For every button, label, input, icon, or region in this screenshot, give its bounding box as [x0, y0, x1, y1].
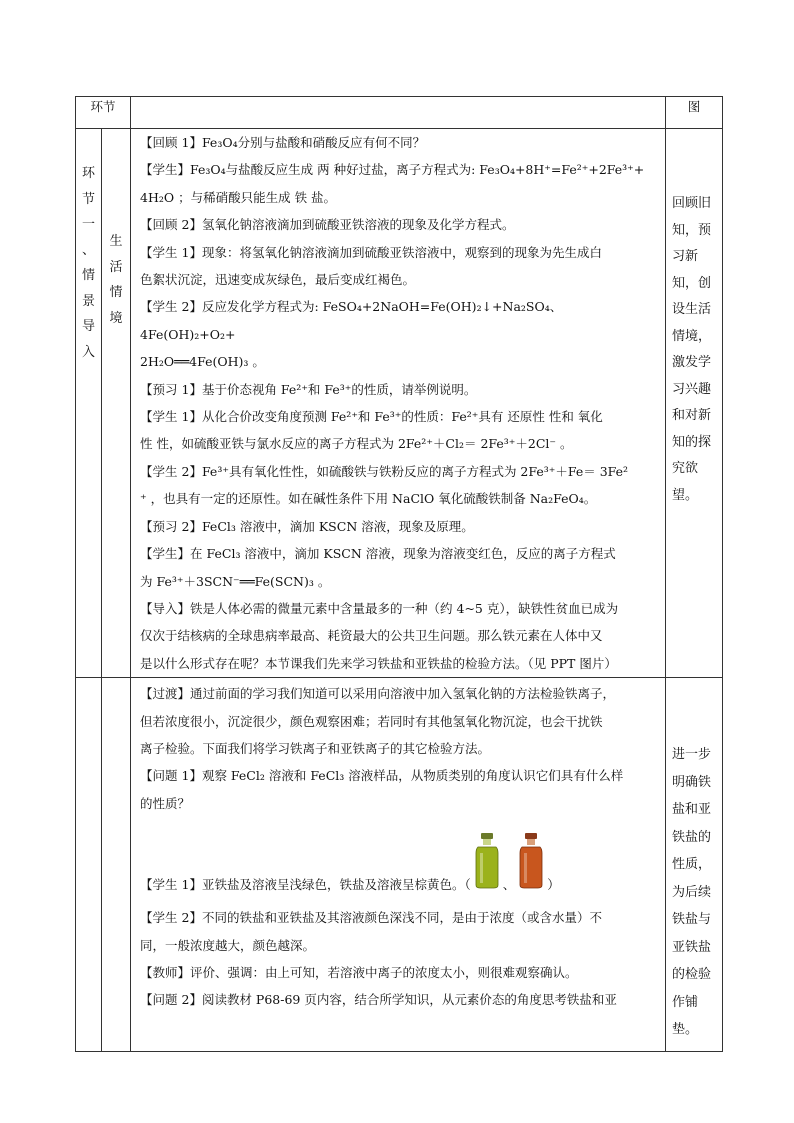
content-line: 【导入】铁是人体必需的微量元素中含量最多的一种（约 4~5 克），缺铁性贫血已成为: [140, 600, 619, 616]
content-line: 【预习 1】基于价态视角 Fe²⁺和 Fe³⁺的性质，请举例说明。: [140, 381, 477, 397]
content-line: 【学生】Fe₃O₄与盐酸反应生成 两 种好过盐，离子方程式为: Fe₃O₄+8H⁺=Fe²⁺+2Fe³⁺+: [140, 162, 645, 178]
stage-char: 节: [81, 191, 95, 207]
content-line: 性 性，如硫酸亚铁与氯水反应的离子方程式为 2Fe²⁺＋Cl₂＝ 2Fe³⁺＋2Cl⁻ 。: [140, 436, 573, 452]
content-line: 【问题 2】阅读教材 P68-69 页内容，结合所学知识，从元素价态的角度思考铁盐和亚: [140, 992, 617, 1008]
sub-char: 境: [109, 310, 123, 326]
stage-char: 导: [81, 319, 95, 334]
content-line: 的性质？: [140, 795, 191, 811]
bottle-separator: 、: [502, 877, 516, 893]
section2-content: [131, 678, 665, 1014]
section1-sub-cell: [102, 129, 131, 678]
bottle-line-prefix: 【学生 1】亚铁盐及溶液呈浅绿色，铁盐及溶液呈棕黄色。（: [140, 877, 471, 893]
content-line: 【学生 1】现象：将氢氧化钠溶液滴加到硫酸亚铁溶液中，观察到的现象为先生成白: [140, 244, 602, 260]
content-line: ⁺ ，也具有一定的还原性。如在碱性条件下用 NaClO 氧化硫酸铁制备 Na₂FeO₄。: [140, 491, 597, 507]
orange-bottle-highlight: [524, 853, 527, 883]
green-bottle-image: [472, 831, 502, 902]
stage-char: 一: [81, 217, 95, 232]
section2-after-lines: [140, 904, 659, 1014]
section2-row: [76, 678, 723, 1052]
orange-bottle-neck: [527, 839, 535, 845]
section2-stage-cell: [76, 678, 102, 1052]
content-line: 【教师】评价、强调：由上可知，若溶液中离子的浓度太小，则很难观察确认。: [140, 964, 578, 980]
fecl3-bottle-icon: [516, 831, 546, 889]
stage-char: 入: [81, 344, 95, 360]
sub-char: 生: [109, 234, 123, 249]
green-bottle-body: [476, 847, 498, 888]
section1-figure-cell: [666, 129, 723, 678]
section1-content: [131, 129, 665, 677]
content-line: 【回顾 1】Fe₃O₄分别与盐酸和硝酸反应有何不同？: [140, 135, 426, 150]
content-line: 但若浓度很小，沉淀很少，颜色观察困难；若同时有其他氢氧化物沉淀，也会干扰铁: [140, 713, 603, 729]
content-line: 2H₂O══4Fe(OH)₃ 。: [140, 354, 265, 370]
header-row: [76, 97, 723, 129]
content-line: 【回顾 2】氢氧化钠溶液滴加到硫酸亚铁溶液的现象及化学方程式。: [140, 217, 515, 233]
stage-char: 、: [81, 242, 95, 258]
section1-row: [76, 129, 723, 678]
content-line: 【学生 2】不同的铁盐和亚铁盐及其溶液颜色深浅不同，是由于浓度（或含水量）不: [140, 910, 602, 926]
content-line: 为 Fe³⁺＋3SCN⁻══Fe(SCN)₃ 。: [140, 573, 331, 589]
sub-char: 情: [109, 285, 123, 300]
content-line: 【过渡】通过前面的学习我们知道可以采用向溶液中加入氢氧化钠的方法检验铁离子，: [140, 686, 616, 702]
section2-lines: [140, 680, 659, 817]
section2-purpose: 进一步明确铁盐和亚铁盐的性质，为后续铁盐与亚铁盐的检验作铺垫。: [672, 747, 712, 1038]
orange-bottle-cap: [525, 833, 537, 839]
stage-char: 情: [81, 268, 95, 283]
section1-stage-label: [76, 129, 101, 365]
green-bottle-cap: [481, 833, 493, 839]
content-line: 【问题 1】观察 FeCl₂ 溶液和 FeCl₃ 溶液样品，从物质类别的角度认识它们具有什么样: [140, 768, 624, 784]
fecl2-bottle-icon: [472, 831, 502, 889]
content-line: 是以什么形式存在呢？本节课我们先来学习铁盐和亚铁盐的检验方法。（见 PPT 图片）: [140, 655, 617, 671]
section1-content-cell: [131, 129, 666, 678]
section1-sub-label: [102, 129, 130, 331]
content-line: 同，一般浓度越大，颜色越深。: [140, 937, 316, 953]
content-line: 【学生 1】从化合价改变角度预测 Fe²⁺和 Fe³⁺的性质：Fe²⁺具有 还原性 性和 氧化: [140, 409, 603, 425]
sub-char: 活: [109, 259, 123, 275]
stage-char: 环: [81, 166, 95, 181]
section2-content-cell: [131, 678, 666, 1052]
orange-bottle-image: [516, 831, 546, 902]
stage-char: 景: [81, 293, 95, 309]
section2-sub-cell: [102, 678, 131, 1052]
header-stage: 环节: [76, 97, 131, 129]
content-line: 仅次于结核病的全球患病率最高、耗资最大的公共卫生问题。那么铁元素在人体中又: [140, 628, 603, 644]
content-line: 【学生 2】Fe³⁺具有氧化性性，如硫酸铁与铁粉反应的离子方程式为 2Fe³⁺＋Fe＝ 3Fe²: [140, 463, 629, 479]
section2-figure-cell: [666, 678, 723, 1052]
content-line: 离子检验。下面我们将学习铁离子和亚铁离子的其它检验方法。: [140, 740, 491, 756]
bottle-line-suffix: ）: [547, 877, 560, 893]
bottle-line: [140, 831, 659, 902]
green-bottle-highlight: [480, 853, 483, 883]
content-line: 【预习 2】FeCl₃ 溶液中，滴加 KSCN 溶液，现象及原理。: [140, 518, 474, 534]
section1-purpose: 回顾旧知，预习新知，创设生活情境，激发学习兴趣和对新知的探究欲望。: [672, 196, 712, 503]
header-figure: 图: [666, 97, 723, 129]
green-bottle-neck: [483, 839, 491, 845]
content-line: 4H₂O ；与稀硝酸只能生成 铁 盐。: [140, 189, 337, 205]
content-line: 【学生 2】反应发化学方程式为: FeSO₄+2NaOH=Fe(OH)₂↓+Na₂SO₄、 4Fe(OH)₂+O₂+: [140, 299, 563, 342]
content-line: 【学生】在 FeCl₃ 溶液中，滴加 KSCN 溶液，现象为溶液变红色，反应的离子方程式: [140, 546, 616, 562]
header-content: [131, 97, 666, 129]
section1-stage-cell: [76, 129, 102, 678]
content-line: 色絮状沉淀，迅速变成灰绿色，最后变成红褐色。: [140, 272, 416, 288]
orange-bottle-body: [520, 847, 542, 888]
lesson-table: [75, 96, 723, 1052]
